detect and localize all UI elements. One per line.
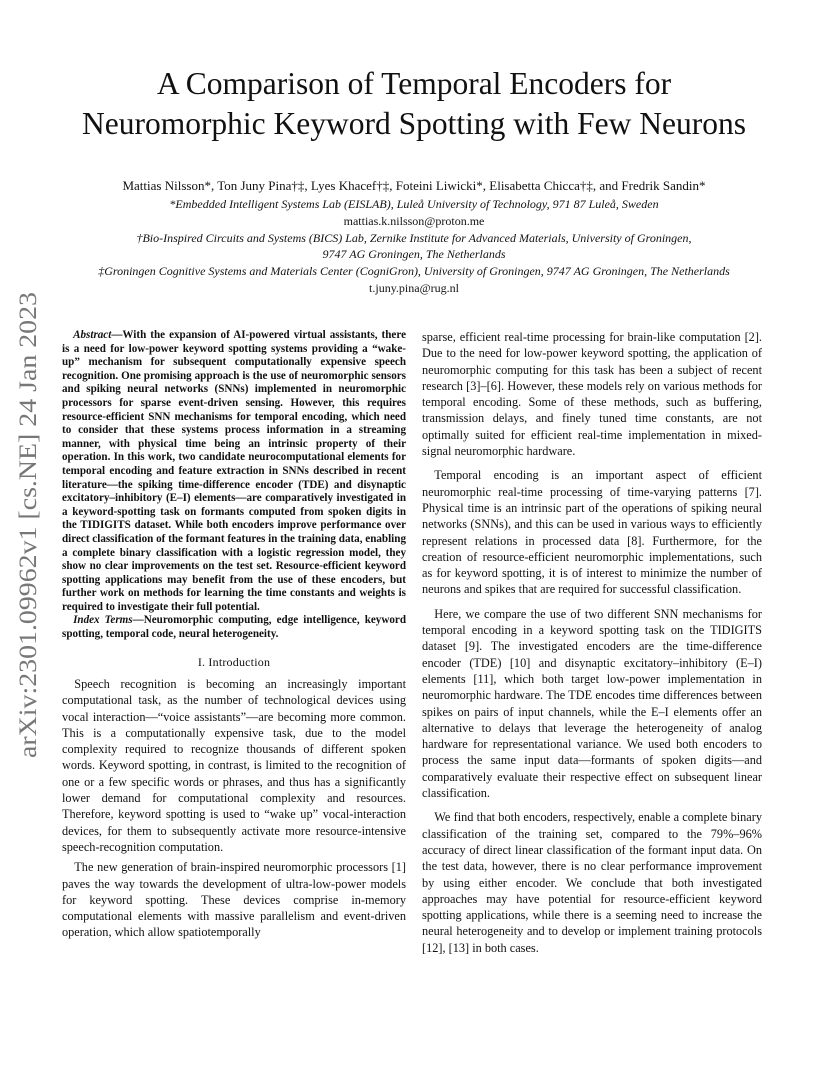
abstract — [62, 329, 406, 614]
title-line-1: A Comparison of Temporal Encoders for — [156, 66, 672, 101]
right-column — [422, 329, 762, 964]
author-list: Mattias Nilsson*, Ton Juny Pina†‡, Lyes Khacef†‡, Foteini Liwicki*, Elisabetta Chicca†‡, and Fredrik Sandin* — [122, 178, 706, 193]
abstract-label: Abstract — [73, 329, 112, 341]
index-terms — [62, 614, 406, 641]
body-paragraph: Speech recognition is becoming an increasingly important computational task, as the number of technological devices using vocal interaction—“voice assistants”—are becoming more common. This is a computationally expensive task, due to the model complexity required to recognize thousands of different spoken words. Keyword spotting, in contrast, is limited to the recognition of one or a few specific words or phrases, and thus has a significantly lower demand for computational complexity and resources. Therefore, keyword spotting is used to “wake up” vocal-interaction devices, for them to subsequently activate more resource-intensive speech-recognition computation. — [62, 676, 406, 854]
arxiv-stamp-text: arXiv:2301.09962v1 [cs.NE] 24 Jan 2023 — [13, 331, 42, 758]
email-nilsson[interactable]: mattias.k.nilsson@proton.me — [343, 213, 485, 228]
title-line-2: Neuromorphic Keyword Spotting with Few Neurons — [81, 106, 747, 141]
paper-title — [40, 64, 788, 144]
email-pina[interactable]: t.juny.pina@rug.nl — [369, 280, 459, 295]
body-paragraph: Here, we compare the use of two different SNN mechanisms for temporal encoding in a keyword spotting task on the TIDIGITS dataset [9]. The investigated encoders are the time-difference encoder (TDE) [10] and disynaptic excitatory–inhibitory (E–I) elements [11], which both target low-power implementation in neuromorphic hardware. The TDE encodes time differences between spikes on pairs of input channels, while the E–I elements offer an alternative to delays that leverage the heterogeneity of analog hardware for representational variance. We used both encoders to process the same input data—formants of spoken digits—and comparatively evaluate their respective effect on subsequent linear classification. — [422, 606, 762, 801]
arxiv-stamp — [10, 290, 42, 760]
affiliation-bics-address: 9747 AG Groningen, The Netherlands — [322, 247, 506, 262]
abstract-text: —With the expansion of AI-powered virtual assistants, there is a need for low-power keyword spotting systems providing a “wake-up” mechanism for subsequent computationally expensive speech recognition. One promising approach is the use of neuromorphic sensors and spiking neural networks (SNNs) implemented in neuromorphic processors for sparse event-driven sensing. However, this requires resource-efficient SNN mechanisms for temporal encoding, which need to consider that these systems process information in a streaming manner, with physical time being an intrinsic property of their operation. In this work, two candidate neurocomputational elements for temporal encoding and feature extraction in SNNs described in recent literature—the spiking time-difference encoder (TDE) and disynaptic excitatory–inhibitory (E–I) elements—are comparatively investigated in a keyword-spotting task on formants computed from spoken digits in the TIDIGITS dataset. While both encoders improve performance over direct classification of the formant features in the training data, enabling a complete binary classification with a logistic regression model, they show no clear improvements on the test set. Resource-efficient keyword spotting applications may benefit from the use of these encoders, but further work on methods for learning the time constants and weights is required to investigate their full potential. — [62, 329, 406, 613]
section-heading: I. Introduction — [197, 654, 271, 669]
affiliation-bics: †Bio-Inspired Circuits and Systems (BICS) Lab, Zernike Institute for Advanced Materials, University of Groningen, — [136, 230, 692, 245]
left-column — [62, 329, 406, 941]
index-terms-text: —Neuromorphic computing, edge intelligence, keyword spotting, temporal code, neural heterogeneity. — [62, 614, 406, 641]
affiliations — [40, 196, 788, 297]
affiliation-cognigron: ‡Groningen Cognitive Systems and Materials Center (CogniGron), University of Groningen, 9747 AG Groningen, The Netherlands — [98, 264, 730, 279]
body-paragraph: We find that both encoders, respectively, enable a complete binary classification of the training set, compared to the 79%–96% accuracy of direct linear classification of the formant input data. On the test data, however, there is no clear performance improvement by using either encoder. We conclude that both investigated approaches may have potential for resource-efficient keyword spotting applications, while there is a seeming need to increase the neural heterogeneity and to develop or implement training protocols [12], [13] in both cases. — [422, 810, 762, 955]
body-paragraph: Temporal encoding is an important aspect of efficient neuromorphic real-time processing of time-varying patterns [7]. Physical time is an intrinsic part of the operations of spiking neural networks (SNNs), and this can be used in various ways to efficiently represent relations in processed data [8]. Furthermore, for the creation of resource-efficient neuromorphic implementations, such as for keyword spotting, it is of interest to minimize the number of neurons and spikes that are required for successful classification. — [422, 468, 762, 597]
affiliation-eislab: *Embedded Intelligent Systems Lab (EISLAB), Luleå University of Technology, 971 87 Luleå, Sweden — [169, 197, 659, 211]
body-paragraph: The new generation of brain-inspired neuromorphic processors [1] paves the way towards the development of ultra-low-power models for keyword spotting. These devices comprise in-memory computational elements with massive parallelism and event-driven operation, which allow spatiotemporally — [62, 860, 406, 940]
index-terms-label: Index Terms — [73, 614, 133, 627]
body-paragraph: sparse, efficient real-time processing for brain-like computation [2]. Due to the need for low-power keyword spotting, the application of neuromorphic computing for this task has been a subject of recent research [3]–[6]. However, these models rely on various methods for temporal encoding. Some of these methods, such as buffering, transmission delays, and finely tuned time constants, are not optimally suited for efficient real-time implementation in mixed-signal neuromorphic hardware. — [422, 330, 762, 459]
